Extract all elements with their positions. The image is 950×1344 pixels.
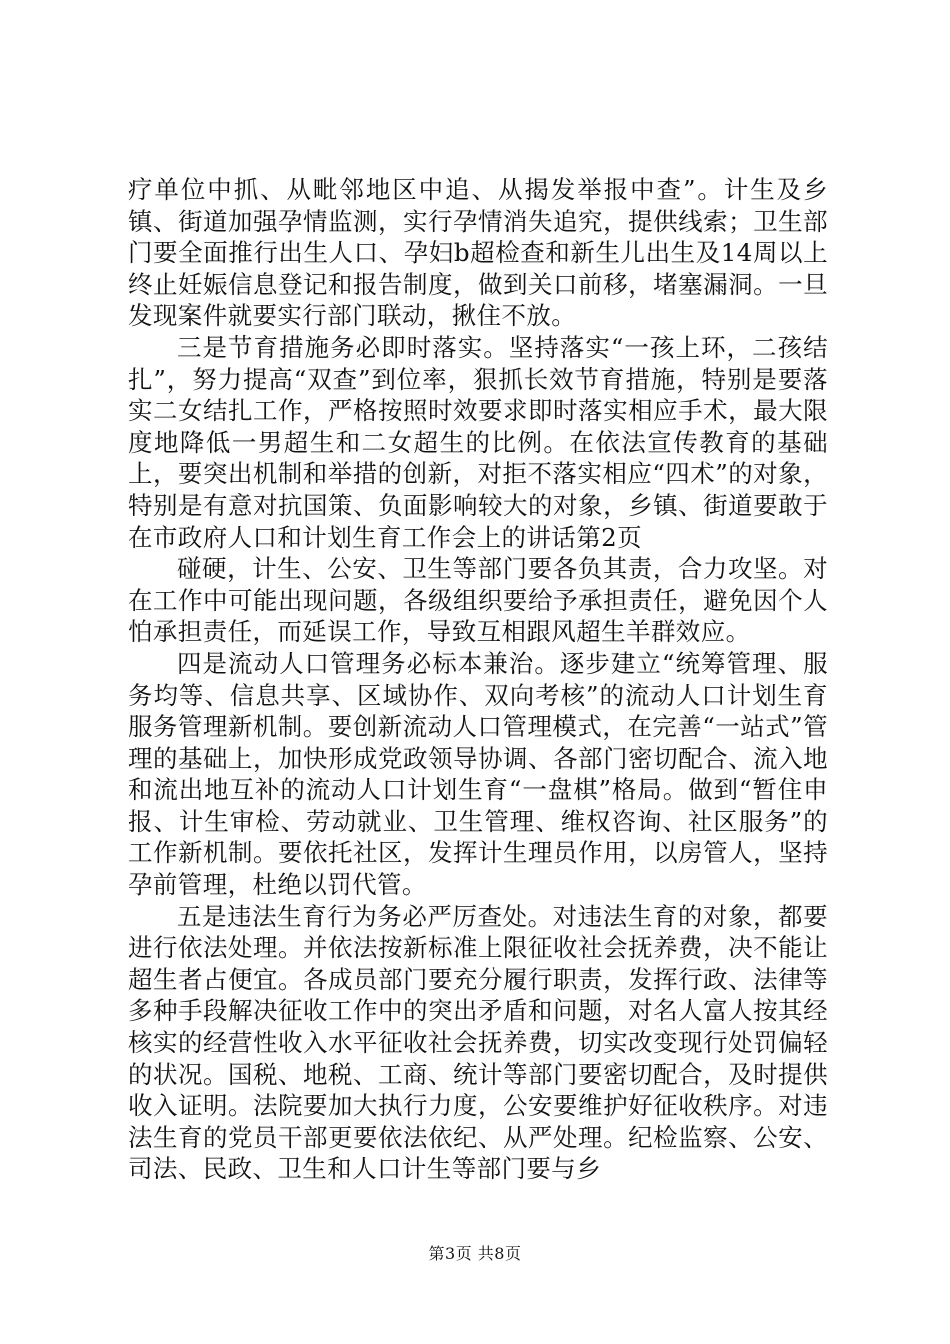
paragraph-4: 四是流动人口管理务必标本兼治。逐步建立“统筹管理、服务均等、信息共享、区域协作、双向考核”的流动人口计划生育服务管理新机制。要创新流动人口管理模式，在完善“一站式”管理的基础上，加快形成党政领导协调、各部门密切配合、流入地和流出地互补的流动人口计划生育“一盘棋”格局。做到“暂住申报、计生审检、劳动就业、卫生管理、维权咨询、社区服务”的工作新机制。要依托社区，发挥计生理员作用，以房管人，坚持孕前管理，杜绝以罚代管。 (128, 648, 828, 900)
paragraph-5: 五是违法生育行为务必严厉查处。对违法生育的对象，都要进行依法处理。并依法按新标准上限征收社会抚养费，决不能让超生者占便宜。各成员部门要充分履行职责，发挥行政、法律等多种手段解决征收工作中的突出矛盾和问题，对名人富人按其经核实的经营性收入水平征收社会抚养费，切实改变现行处罚偏轻的状况。国税、地税、工商、统计等部门要密切配合，及时提供收入证明。法院要加大执行力度，公安要维护好征收秩序。对违法生育的党员干部更要依法依纪、从严处理。纪检监察、公安、司法、民政、卫生和人口计生等部门要与乡 (128, 901, 828, 1184)
paragraph-1: 疗单位中抓、从毗邻地区中追、从揭发举报中查”。计生及乡镇、街道加强孕情监测，实行孕情消失追究，提供线索；卫生部门要全面推行出生人口、孕妇b超检查和新生儿出生及14周以上终止妊娠信息登记和报告制度，做到关口前移，堵塞漏洞。一旦发现案件就要实行部门联动，揪住不放。 (128, 175, 828, 331)
paragraph-2: 三是节育措施务必即时落实。坚持落实“一孩上环，二孩结扎”，努力提高“双查”到位率，狠抓长效节育措施，特别是要落实二女结扎工作，严格按照时效要求即时落实相应手术，最大限度地降低一男超生和二女超生的比例。在依法宣传教育的基础上，要突出机制和举措的创新，对拒不落实相应“四术”的对象，特别是有意对抗国策、负面影响较大的对象，乡镇、街道要敢于在市政府人口和计划生育工作会上的讲话第2页 (128, 332, 828, 552)
body-text (128, 174, 828, 1185)
page-footer: 第3页 共8页 (428, 1244, 522, 1263)
paragraph-3: 碰硬，计生、公安、卫生等部门要各负其责，合力攻坚。对在工作中可能出现问题，各级组织要给予承担责任，避免因个人怕承担责任，而延误工作，导致互相跟风超生羊群效应。 (128, 554, 828, 647)
